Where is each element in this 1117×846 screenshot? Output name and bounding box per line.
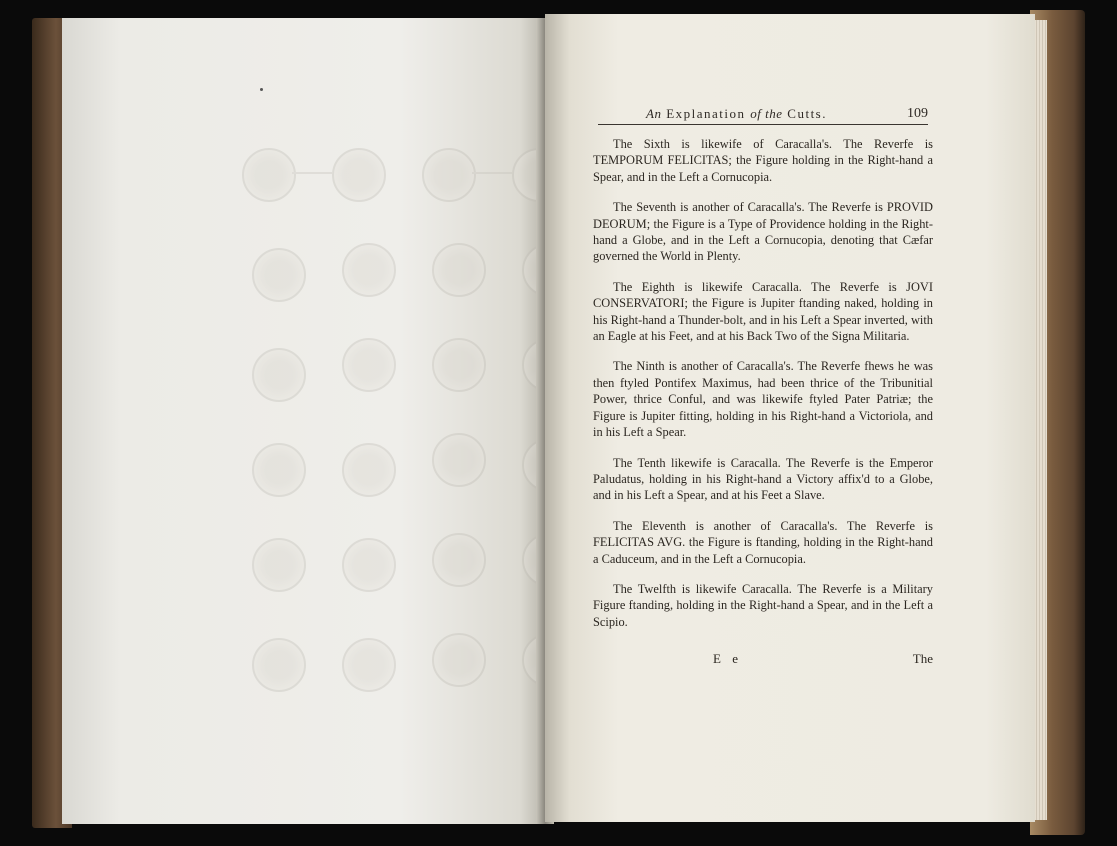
ghost-coin	[432, 338, 486, 392]
ghost-coin	[252, 638, 306, 692]
running-title	[598, 106, 827, 124]
ghost-coin	[252, 248, 306, 302]
paragraph-sixth: The Sixth is likewife of Caracalla's. The Reverfe is TEMPORUM FELICITAS; the Figure holding in the Right-hand a Spear, and in the Left a Cornucopia.	[593, 137, 933, 184]
ghost-coin	[342, 443, 396, 497]
paragraph-twelfth: The Twelfth is likewife Caracalla. The Reverfe is a Military Figure ftanding, holding in the Right-hand a Spear, and in the Left a Scipio.	[593, 581, 933, 629]
ghost-coin	[432, 433, 486, 487]
ghost-coin	[342, 538, 396, 592]
ghost-coin	[342, 638, 396, 692]
signature-mark: E e	[713, 651, 742, 666]
ghost-coin	[252, 348, 306, 402]
paragraph-eighth: The Eighth is likewife Caracalla. The Reverfe is JOVI CONSERVATORI; the Figure is Jupiter ftanding naked, holding in his Right-hand a Thunder-bolt, and in his Left a Spear inverted, with an Eagle at his Feet, and at his Back Two of the Signa Militaria.	[593, 279, 933, 344]
ghost-coin	[432, 243, 486, 297]
ghost-coin	[342, 338, 396, 392]
ghost-connector	[472, 172, 512, 174]
ghost-coin	[422, 148, 476, 202]
page-footer	[593, 651, 933, 667]
running-title-prefix: An	[646, 106, 662, 121]
ghost-coin	[252, 443, 306, 497]
ghost-connector	[292, 172, 332, 174]
running-title-main: Explanation	[666, 106, 746, 121]
ink-speck	[260, 88, 263, 91]
paragraph-tenth: The Tenth likewife is Caracalla. The Reverfe is the Emperor Paludatus, holding in his Right-hand a Victory affix'd to a Globe, and in his Left a Spear, and at his Feet a Slave.	[593, 455, 933, 503]
ghost-coin	[252, 538, 306, 592]
paragraph-eleventh: The Eleventh is another of Caracalla's. The Reverfe is FELICITAS AVG. the Figure is ftanding, holding in the Right-hand a Caduceum, and in the Left a Cornucopia.	[593, 518, 933, 566]
ghost-coin	[332, 148, 386, 202]
running-title-of: of the	[750, 106, 783, 121]
left-page	[62, 18, 544, 824]
running-title-end: Cutts.	[787, 106, 827, 121]
paragraph-seventh: The Seventh is another of Caracalla's. The Reverfe is PROVID DEORUM; the Figure is a Type of Providence holding in the Right-hand a Globe, and in the Left a Cornucopia, denoting that Cæfar governed the World in Plenty.	[593, 200, 933, 264]
catchword: The	[912, 651, 933, 666]
running-head	[598, 96, 928, 125]
ghost-coin	[342, 243, 396, 297]
page-number: 109	[907, 106, 928, 121]
ghost-coin	[432, 533, 486, 587]
body-text	[593, 136, 933, 644]
paragraph-ninth: The Ninth is another of Caracalla's. The Reverfe fhews he was then ftyled Pontifex Maximus, had been thrice of the Tribunitial Power, thrice Conful, and was likewife ftyled Pater Patriæ; the Figure is Jupiter fitting, holding in his Right-hand a Victoriola, and in his Left a Spear.	[593, 359, 933, 440]
ghost-coin	[432, 633, 486, 687]
ghost-coin	[242, 148, 296, 202]
